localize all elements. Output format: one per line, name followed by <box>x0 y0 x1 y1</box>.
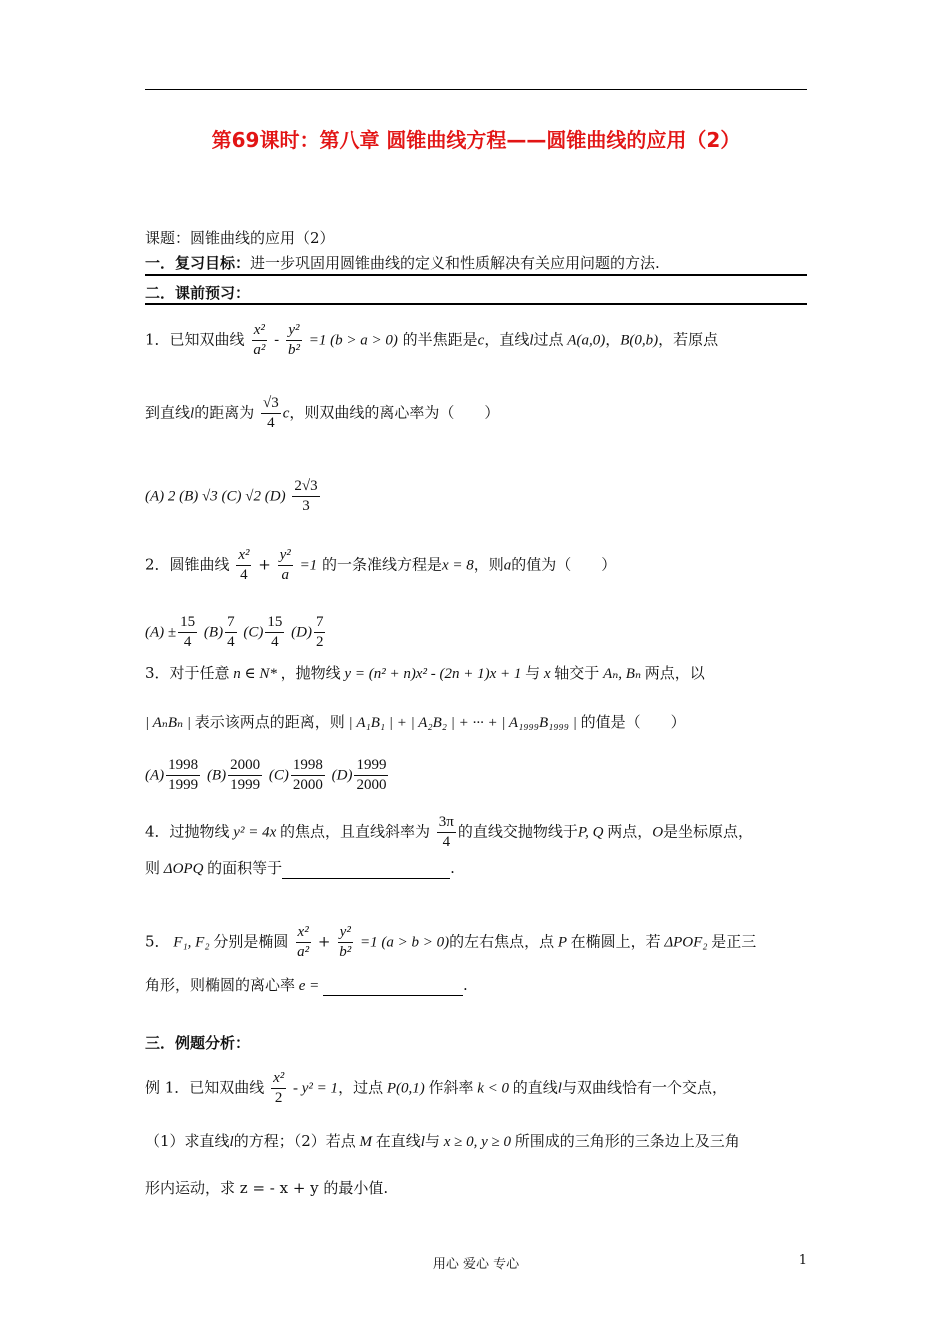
q1-frac-sqrt3-4: $\frac{√3}{4}$ <box>262 395 279 431</box>
q3-text-d: 轴交于 <box>554 664 600 682</box>
q5-text-c: 的左右焦点，点 <box>449 932 555 951</box>
topic-line: 课题：圆锥曲线的应用（2） <box>145 229 335 247</box>
q3-frac-b: $\frac{2000}{1999}$ <box>230 757 261 793</box>
q4-answer-blank[interactable] <box>282 862 450 879</box>
q4-text-a: 4．过抛物线 <box>145 822 230 841</box>
q1-frac-x2a2: $\frac{\text{x²}}{\text{a²}}$ <box>253 322 266 358</box>
section2-heading: 二．课前预习： <box>145 284 251 302</box>
q5-text-end: . <box>463 976 468 994</box>
q5-text-e: 是正三 <box>711 932 757 951</box>
ex1-text-h: 在直线 <box>375 1132 421 1150</box>
q4-text-g: 的面积等于 <box>207 859 283 877</box>
section1-rule <box>145 274 807 276</box>
ex1-frac-x2-2: $\frac{\text{x²}}{2}$ <box>273 1070 285 1106</box>
section1-text: 进一步巩固用圆锥曲线的定义和性质解决有关应用问题的方法. <box>250 254 660 272</box>
header-rule <box>145 89 807 90</box>
q3-options: (A) $\frac{1998}{1999}$ (B) $\frac{2000}{1999}$ (C) $\frac{1998}{2000}$ (D) $\frac{1999}{2000}$ <box>145 757 387 793</box>
q5-text-b: 分别是椭圆 <box>213 932 289 951</box>
q1-text-c: ，直线 <box>484 330 530 349</box>
ex1-text-a: 例 1．已知双曲线 <box>145 1078 265 1097</box>
q1-text-a: 1．已知双曲线 <box>145 330 245 349</box>
q1-options-text: (A) 2 (B) √3 (C) √2 (D) <box>145 488 286 505</box>
ex1-text-c: 作斜率 <box>428 1078 474 1097</box>
q1-text-h: 的距离为 <box>194 403 255 422</box>
ex1-text-i: 与 <box>424 1132 440 1150</box>
q4-text-d: 两点， <box>607 822 653 841</box>
section3-heading: 三．例题分析： <box>145 1034 251 1052</box>
q1-text-g: 到直线 <box>145 403 191 422</box>
q2-line1: 2．圆锥曲线 $\frac{\text{x²}}{4}$ + $\frac{\text{y²}}{a}$ =1 的一条准线方程是x = 8，则a的值为（ ） <box>145 547 617 583</box>
q1-text-b: 的半焦距是 <box>402 330 478 349</box>
q3-text-a: 3．对于任意 <box>145 664 230 682</box>
q3-line1: 3．对于任意 n ∈ N* ，抛物线 y = (n² + n)x² - (2n + 1)x + 1 与 x 轴交于 Aₙ, Bₙ 两点，以 <box>145 664 705 682</box>
q3-text-f: 表示该两点的距离，则 <box>194 713 345 731</box>
q1-frac-2sqrt3-3: $\frac{2√3}{3}$ <box>294 478 318 514</box>
q2-text-d: 的值为（ ） <box>511 555 617 574</box>
q5-frac-y2b2: $\frac{\text{y²}}{\text{b²}}$ <box>339 924 352 960</box>
q2-frac-7-2: $\frac{7}{2}$ <box>315 614 324 650</box>
q5-answer-blank[interactable] <box>323 979 463 996</box>
section1-line <box>145 253 810 273</box>
q3-frac-a: $\frac{1998}{1999}$ <box>168 757 199 793</box>
footer-text: 用心 爱心 专心 <box>432 1257 520 1272</box>
q5-text-f: 角形，则椭圆的离心率 <box>145 976 296 994</box>
q2-frac-15-4b: $\frac{15}{4}$ <box>267 614 283 650</box>
ex1-text-g: 的方程；（2）若点 <box>233 1132 356 1150</box>
q3-text-g: 的值是（ ） <box>580 713 686 731</box>
q5-text-a: 5． <box>145 932 170 951</box>
q4-text-c: 的直线交抛物线于 <box>457 822 578 841</box>
q2-text-c: ，则 <box>473 555 504 574</box>
ex1-text-b: ，过点 <box>338 1078 384 1097</box>
page-title: 第69课时：第八章 圆锥曲线方程——圆锥曲线的应用（2） <box>211 128 741 152</box>
q4-text-e: 是坐标原点， <box>663 822 754 841</box>
q3-text-c: 与 <box>525 664 541 682</box>
ex1-text-d: 的直线 <box>512 1078 558 1097</box>
q2-options: (A) ± $\frac{15}{4}$ (B) $\frac{7}{4}$ (C) $\frac{15}{4}$ (D) $\frac{7}{2}$ <box>145 614 324 650</box>
q4-line1: 4．过抛物线 y² = 4x 的焦点，且直线斜率为 $\frac{3\pi}{4}$ 的直线交抛物线于P, Q 两点，O是坐标原点， <box>145 814 754 850</box>
q2-frac-7-4: $\frac{7}{4}$ <box>227 614 235 650</box>
section2-rule <box>145 303 807 305</box>
q4-text-end: . <box>450 859 455 877</box>
section1-heading: 一．复习目标： <box>145 254 251 272</box>
q1-options <box>145 478 810 515</box>
page-number: 1 <box>798 1253 807 1268</box>
q1-text-d: 过点 <box>533 330 564 349</box>
q1-text-f: ，若原点 <box>658 330 719 349</box>
q1-text-i: ，则双曲线的离心率为（ ） <box>289 403 500 422</box>
q5-frac-x2a2: $\frac{\text{x²}}{\text{a²}}$ <box>297 924 310 960</box>
ex1-text-e: 与双曲线恰有一个交点， <box>561 1078 727 1097</box>
q4-line2: 则 ΔOPQ 的面积等于 . <box>145 859 455 877</box>
q4-text-b: 的焦点，且直线斜率为 <box>279 822 430 841</box>
q3-text-e: 两点，以 <box>644 664 705 682</box>
ex1-line2: （1）求直线l的方程；（2）若点 M 在直线l与 x ≥ 0, y ≥ 0 所围成的三角形的三条边上及三角 <box>145 1132 740 1150</box>
q3-line2: | AₙBₙ | 表示该两点的距离，则 | A₁B₁ | + | A₂B₂ | + ··· + | A₁₉₉₉B₁₉₉₉ | 的值是（ ） <box>145 713 686 731</box>
q1-line1: 1．已知双曲线 $\frac{\text{x²}}{\text{a²}}$ - $\frac{\text{y²}}{\text{b²}}$ =1 (b > a > 0) 的半焦距是c，直线l过点 A(a,0)，B(0,b)，若原点 <box>145 322 719 358</box>
ex1-text-f: （1）求直线 <box>145 1132 230 1150</box>
q2-frac-15-4a: $\frac{15}{4}$ <box>180 614 196 650</box>
q2-frac-y2-a: $\frac{\text{y²}}{a}$ <box>279 547 291 583</box>
q5-line1: 5． F₁, F₂ 分别是椭圆 $\frac{\text{x²}}{\text{a²}}$ + $\frac{\text{y²}}{\text{b²}}$ =1 (a > b > 0)的左右焦点，点 P 在椭圆上，若 ΔPOF₂ 是正三 <box>145 924 757 960</box>
q1-frac-y2b2: $\frac{\text{y²}}{\text{b²}}$ <box>287 322 300 358</box>
q3-frac-c: $\frac{1998}{2000}$ <box>292 757 323 793</box>
q1-line2: 到直线l的距离为 $\frac{√3}{4}$ c，则双曲线的离心率为（ ） <box>145 395 500 431</box>
q1-text-e: ， <box>605 330 621 349</box>
q4-frac-3pi-4: $\frac{3\pi}{4}$ <box>438 814 454 850</box>
q2-frac-x2-4: $\frac{\text{x²}}{4}$ <box>238 547 250 583</box>
q2-text-a: 2．圆锥曲线 <box>145 555 230 574</box>
ex1-line3: 形内运动，求 z = - x + y 的最小值. <box>145 1179 389 1197</box>
q2-text-b: 的一条准线方程是 <box>321 555 442 574</box>
q5-line2: 角形，则椭圆的离心率 e = . <box>145 976 468 994</box>
ex1-text-j: 所围成的三角形的三条边上及三角 <box>514 1132 740 1150</box>
q5-text-d: 在椭圆上，若 <box>570 932 661 951</box>
ex1-line1: 例 1．已知双曲线 $\frac{\text{x²}}{2}$ - y² = 1，过点 P(0,1) 作斜率 k < 0 的直线l与双曲线恰有一个交点， <box>145 1070 727 1106</box>
q3-frac-d: $\frac{1999}{2000}$ <box>356 757 387 793</box>
q3-text-b: ，抛物线 <box>280 664 341 682</box>
q4-text-f: 则 <box>145 859 161 877</box>
